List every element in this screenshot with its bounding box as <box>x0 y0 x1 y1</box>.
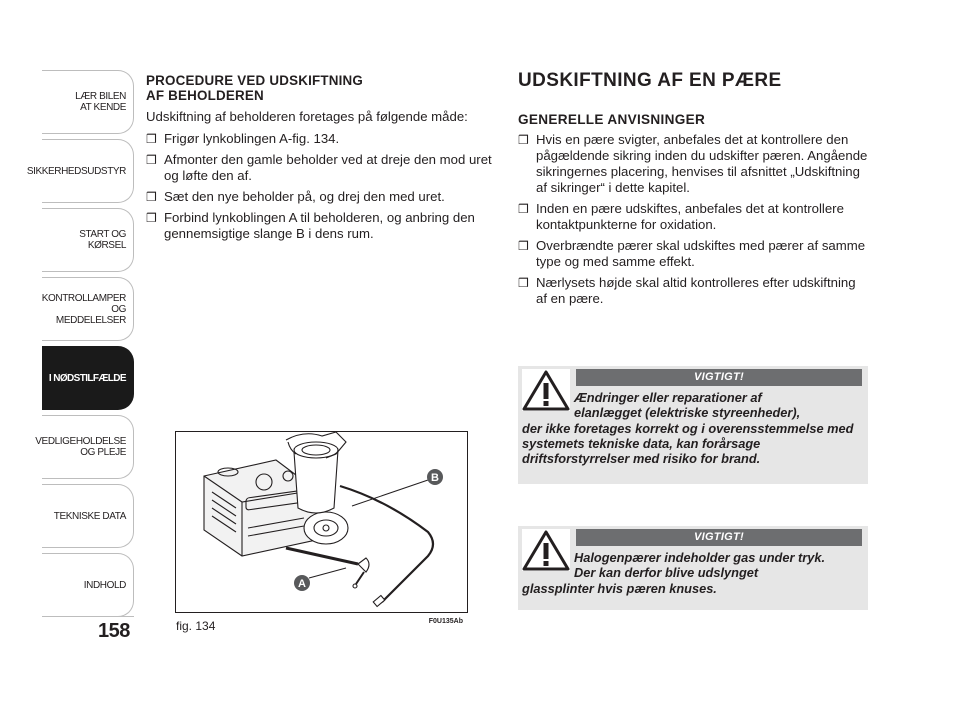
tab-label: INDHOLD <box>83 579 126 591</box>
tab-label: KONTROLLAMPER OG MEDDELELSER <box>41 292 126 326</box>
checkbox-bullet-icon: ❒ <box>518 202 529 216</box>
checkbox-bullet-icon: ❒ <box>146 153 157 167</box>
list-item-text: Overbrændte pærer skal udskiftes med pærer af samme type og med samme effekt. <box>536 238 866 269</box>
list-item <box>518 275 870 307</box>
warning-line-2: elanlægget (elektriske styreenheder), <box>574 405 801 420</box>
procedure-section <box>146 73 496 247</box>
figure-code: F0U135Ab <box>428 618 463 625</box>
list-item-text: Inden en pære udskiftes, anbefales det at kontrollere kontaktpunkterne for oxidation. <box>536 201 844 232</box>
procedure-intro: Udskiftning af beholderen foretages på følgende måde: <box>146 109 468 124</box>
section-subtitle: GENERELLE ANVISNINGER <box>518 112 706 127</box>
list-item-text: Nærlysets højde skal altid kontrolleres efter udskiftning af en pære. <box>536 275 856 306</box>
list-item-text: Afmonter den gamle beholder ved at dreje den mod uret og løfte den af. <box>164 152 492 183</box>
checkbox-bullet-icon: ❒ <box>518 133 529 147</box>
checkbox-bullet-icon: ❒ <box>146 132 157 146</box>
checkbox-bullet-icon: ❒ <box>518 239 529 253</box>
tab-label: LÆR BILEN AT KENDE <box>75 91 126 113</box>
warning-text-rest: glassplinter hvis pæren knuses. <box>522 581 717 596</box>
tab-indhold[interactable] <box>42 553 134 617</box>
list-item-text: Hvis en pære svigter, anbefales det at kontrollere den pågældende sikring inden du udskifter pæren. Angående sikringernes placering, henvises til afsnittet „Udskiftning af sikringer“ i dette kapitel. <box>536 132 868 195</box>
list-item-text: Sæt den nye beholder på, og drej den med uret. <box>164 189 445 204</box>
bulb-section <box>518 70 870 312</box>
warning-triangle-icon <box>522 529 570 571</box>
label-b: B <box>431 472 439 484</box>
tab-i-nodstilfaelde[interactable] <box>42 346 134 410</box>
tab-label: VEDLIGEHOLDELSE OG PLEJE <box>35 436 126 458</box>
list-item <box>146 189 496 205</box>
procedure-steps <box>146 131 496 242</box>
tab-kontrollamper[interactable] <box>42 277 134 341</box>
checkbox-bullet-icon: ❒ <box>146 190 157 204</box>
warning-line-1: Halogenpærer indeholder gas under tryk. <box>574 550 826 565</box>
warning-text-lead <box>574 550 825 580</box>
warning-box-halogen <box>518 526 868 610</box>
warning-text-rest: der ikke foretages korrekt og i overensstemmelse med systemets tekniske data, kan forårsage driftsforstyrrelser med risiko for brand. <box>522 421 854 466</box>
warning-badge: VIGTIGT! <box>576 369 862 386</box>
tab-vedligeholdelse[interactable] <box>35 415 134 479</box>
tab-label: START OG KØRSEL <box>79 229 126 251</box>
warning-text-lead <box>574 390 800 420</box>
figure-134 <box>175 431 468 625</box>
section-title: UDSKIFTNING AF EN PÆRE <box>518 70 782 91</box>
tab-label: TEKNISKE DATA <box>53 510 126 522</box>
bulb-instructions <box>518 132 870 307</box>
checkbox-bullet-icon: ❒ <box>146 211 157 225</box>
warning-line-1: Ændringer eller reparationer af <box>574 390 762 405</box>
compressor-illustration <box>176 432 467 612</box>
list-item-text: Forbind lynkoblingen A til beholderen, og anbring den gennemsigtige slange B i dens rum. <box>164 210 475 241</box>
page-number: 158 <box>98 620 130 642</box>
warning-badge: VIGTIGT! <box>576 529 862 546</box>
list-item <box>146 210 496 242</box>
tab-start-og-korsel[interactable] <box>42 208 134 272</box>
tab-sikkerhedsudstyr[interactable] <box>26 139 134 203</box>
procedure-heading <box>146 73 496 103</box>
procedure-heading-line2: AF BEHOLDEREN <box>146 88 264 103</box>
warning-box-electrical <box>518 366 868 484</box>
warning-triangle-icon <box>522 369 570 411</box>
tab-label: SIKKERHEDSUDSTYR <box>26 165 126 177</box>
procedure-heading-line1: PROCEDURE VED UDSKIFTNING <box>146 73 364 88</box>
list-item <box>146 152 496 184</box>
sidebar-divider <box>42 616 134 617</box>
warning-line-2: Der kan derfor blive udslynget <box>574 565 759 580</box>
label-a: A <box>298 578 306 590</box>
tab-laer-bilen-at-kende[interactable] <box>42 70 134 134</box>
tab-tekniske-data[interactable] <box>42 484 134 548</box>
list-item <box>518 132 870 196</box>
list-item-text: Frigør lynkoblingen A-fig. 134. <box>164 131 340 146</box>
list-item <box>518 201 870 233</box>
list-item <box>146 131 496 147</box>
list-item <box>518 238 870 270</box>
checkbox-bullet-icon: ❒ <box>518 276 529 290</box>
figure-caption: fig. 134 <box>176 619 216 633</box>
tab-label: I NØDSTILFÆLDE <box>48 372 126 384</box>
